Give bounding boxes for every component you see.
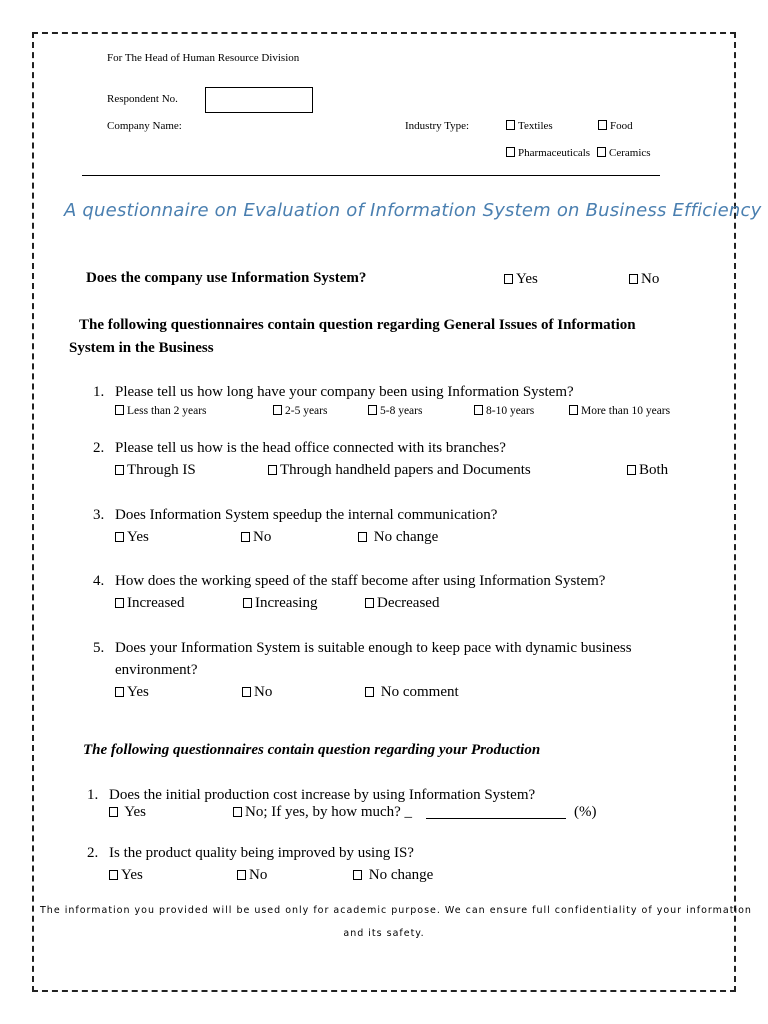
page-title: A questionnaire on Evaluation of Information System on Business Efficiency <box>64 200 762 221</box>
respondent-number-field[interactable] <box>205 87 313 113</box>
s2-q1-unit: (%) <box>574 804 597 820</box>
checkbox-icon <box>365 687 374 697</box>
q1-text: Please tell us how long have your company been using Information System? <box>115 384 574 400</box>
section2-heading: The following questionnaires contain question regarding your Production <box>83 742 541 758</box>
checkbox-icon <box>241 532 250 542</box>
checkbox-icon <box>233 807 242 817</box>
s2-q1-option-2[interactable]: No; If yes, by how much? _ <box>233 804 412 821</box>
s2-q2-option-3[interactable]: No change <box>353 867 433 884</box>
checkbox-icon <box>506 147 515 157</box>
option-food[interactable]: Food <box>598 120 633 132</box>
q2-option-1[interactable]: Through IS <box>115 462 196 479</box>
q3-number: 3. <box>93 507 105 523</box>
q1-option-1[interactable]: Less than 2 years <box>115 405 207 417</box>
q1-option-3[interactable]: 5-8 years <box>368 405 422 417</box>
option-pharmaceuticals[interactable]: Pharmaceuticals <box>506 147 590 159</box>
q4-number: 4. <box>93 573 105 589</box>
s2-q1-number: 1. <box>87 787 99 803</box>
q2-option-3[interactable]: Both <box>627 462 668 479</box>
q1-number: 1. <box>93 384 105 400</box>
checkbox-icon <box>115 598 124 608</box>
q5-option-1[interactable]: Yes <box>115 684 149 701</box>
checkbox-icon <box>115 532 124 542</box>
intro-option-yes[interactable]: Yes <box>504 271 538 288</box>
checkbox-icon <box>273 405 282 415</box>
q5-text-line2: environment? <box>115 662 198 678</box>
q3-option-1[interactable]: Yes <box>115 529 149 546</box>
q5-text-line1: Does your Information System is suitable enough to keep pace with dynamic business <box>115 640 632 656</box>
checkbox-icon <box>237 870 246 880</box>
s2-q2-option-1[interactable]: Yes <box>109 867 143 884</box>
section1-heading-line1: The following questionnaires contain question regarding General Issues of Information <box>79 317 636 333</box>
checkbox-icon <box>243 598 252 608</box>
checkbox-icon <box>504 274 513 284</box>
q5-number: 5. <box>93 640 105 656</box>
q1-option-2[interactable]: 2-5 years <box>273 405 327 417</box>
checkbox-icon <box>569 405 578 415</box>
header-divider <box>82 175 660 176</box>
industry-type-label: Industry Type: <box>405 120 470 132</box>
checkbox-icon <box>597 147 606 157</box>
q3-text: Does Information System speedup the internal communication? <box>115 507 498 523</box>
checkbox-icon <box>115 687 124 697</box>
q4-text: How does the working speed of the staff become after using Information System? <box>115 573 606 589</box>
checkbox-icon <box>365 598 374 608</box>
percentage-blank-field[interactable] <box>426 818 566 819</box>
checkbox-icon <box>598 120 607 130</box>
checkbox-icon <box>242 687 251 697</box>
checkbox-icon <box>358 532 367 542</box>
checkbox-icon <box>368 405 377 415</box>
q2-option-2[interactable]: Through handheld papers and Documents <box>268 462 531 479</box>
footer-line1: The information you provided will be used only for academic purpose. We can ensure full confidentiality of your information <box>40 905 752 916</box>
option-ceramics[interactable]: Ceramics <box>597 147 651 159</box>
checkbox-icon <box>474 405 483 415</box>
checkbox-icon <box>109 870 118 880</box>
checkbox-icon <box>629 274 638 284</box>
q2-text: Please tell us how is the head office connected with its branches? <box>115 440 506 456</box>
q4-option-3[interactable]: Decreased <box>365 595 439 612</box>
s2-q1-option-1[interactable]: Yes <box>109 804 146 821</box>
section1-heading-line2: System in the Business <box>69 340 214 356</box>
intro-question-text: Does the company use Information System? <box>86 270 367 286</box>
s2-q2-number: 2. <box>87 845 99 861</box>
q3-option-2[interactable]: No <box>241 529 271 546</box>
s2-q1-text: Does the initial production cost increase by using Information System? <box>109 787 536 803</box>
checkbox-icon <box>353 870 362 880</box>
for-head-text: For The Head of Human Resource Division <box>107 52 300 64</box>
q1-option-5[interactable]: More than 10 years <box>569 405 670 417</box>
s2-q2-text: Is the product quality being improved by using IS? <box>109 845 414 861</box>
company-name-label: Company Name: <box>107 120 182 132</box>
q5-option-2[interactable]: No <box>242 684 272 701</box>
checkbox-icon <box>506 120 515 130</box>
q4-option-2[interactable]: Increasing <box>243 595 317 612</box>
q2-number: 2. <box>93 440 105 456</box>
q3-option-3[interactable]: No change <box>358 529 438 546</box>
s2-q2-option-2[interactable]: No <box>237 867 267 884</box>
footer-line2: and its safety. <box>343 928 425 939</box>
intro-option-no[interactable]: No <box>629 271 659 288</box>
q1-option-4[interactable]: 8-10 years <box>474 405 534 417</box>
option-textiles[interactable]: Textiles <box>506 120 553 132</box>
checkbox-icon <box>109 807 118 817</box>
checkbox-icon <box>115 405 124 415</box>
checkbox-icon <box>115 465 124 475</box>
q4-option-1[interactable]: Increased <box>115 595 184 612</box>
q5-option-3[interactable]: No comment <box>365 684 459 701</box>
checkbox-icon <box>268 465 277 475</box>
checkbox-icon <box>627 465 636 475</box>
respondent-label: Respondent No. <box>107 93 178 105</box>
